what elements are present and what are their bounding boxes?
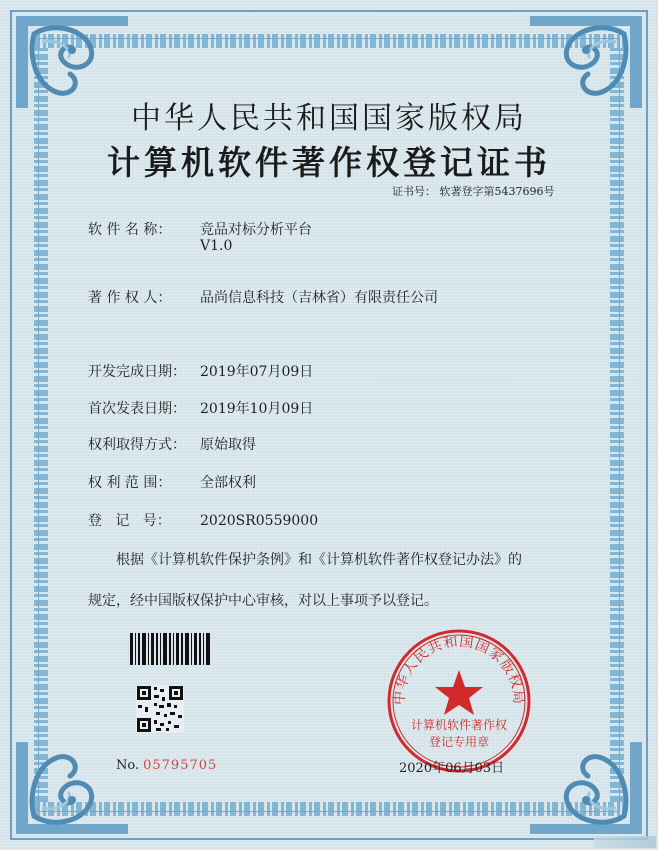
completion-date-value: 2019年07月09日	[200, 364, 314, 380]
official-seal-icon	[386, 628, 532, 774]
copyright-holder-value: 品尚信息科技（吉林省）有限责任公司	[200, 290, 438, 306]
software-name-row	[88, 219, 312, 239]
publication-date-label: 首次发表日期：	[88, 401, 186, 417]
rights-scope-label: 权 利 范 围：	[88, 475, 172, 491]
completion-date-label: 开发完成日期：	[88, 364, 186, 380]
copyright-holder-row	[88, 287, 438, 307]
issue-date: 2020年06月03日	[399, 761, 505, 776]
serial-number-value: 05795705	[143, 758, 218, 773]
registration-number-value: 2020SR0559000	[200, 513, 319, 529]
acquisition-method-row	[88, 434, 256, 454]
certificate-number-value: 软著登字第5437696号	[439, 185, 555, 198]
acquisition-method-label: 权利取得方式：	[88, 437, 186, 453]
corner-ornament-icon	[526, 738, 646, 838]
statement-line-1: 根据《计算机软件保护条例》和《计算机软件著作权登记办法》的	[116, 552, 522, 568]
issuer-heading: 中华人民共和国国家版权局	[131, 101, 527, 136]
software-version: V1.0	[200, 238, 233, 254]
rights-scope-row	[88, 472, 256, 492]
registration-number-row	[88, 510, 318, 530]
copyright-holder-label: 著 作 权 人：	[88, 290, 172, 306]
serial-number	[116, 758, 217, 773]
acquisition-method-value: 原始取得	[200, 437, 256, 453]
certificate-number-label: 证书号：	[392, 185, 436, 198]
publication-date-row	[88, 398, 313, 418]
barcode-icon	[130, 633, 210, 665]
seal-ring-text: 中华人民共和国国家版权局	[391, 633, 527, 706]
publication-date-value: 2019年10月09日	[200, 401, 314, 417]
software-name-label: 软 件 名 称：	[88, 222, 172, 238]
qr-code-icon	[136, 685, 184, 733]
serial-number-label: No.	[116, 758, 140, 773]
completion-date-row	[88, 361, 313, 381]
certificate-number	[392, 183, 555, 199]
watermark	[594, 836, 656, 848]
software-name-value: 竞品对标分析平台	[200, 222, 312, 238]
corner-ornament-icon	[12, 738, 132, 838]
certificate-title: 计算机软件著作权登记证书	[107, 143, 551, 182]
statement-line-2: 规定，经中国版权保护中心审核，对以上事项予以登记。	[88, 593, 438, 609]
seal-line-1: 计算机软件著作权	[410, 718, 507, 732]
registration-number-label: 登 记 号：	[88, 513, 171, 529]
seal-line-2: 登记专用章	[428, 735, 489, 749]
rights-scope-value: 全部权利	[200, 475, 256, 491]
